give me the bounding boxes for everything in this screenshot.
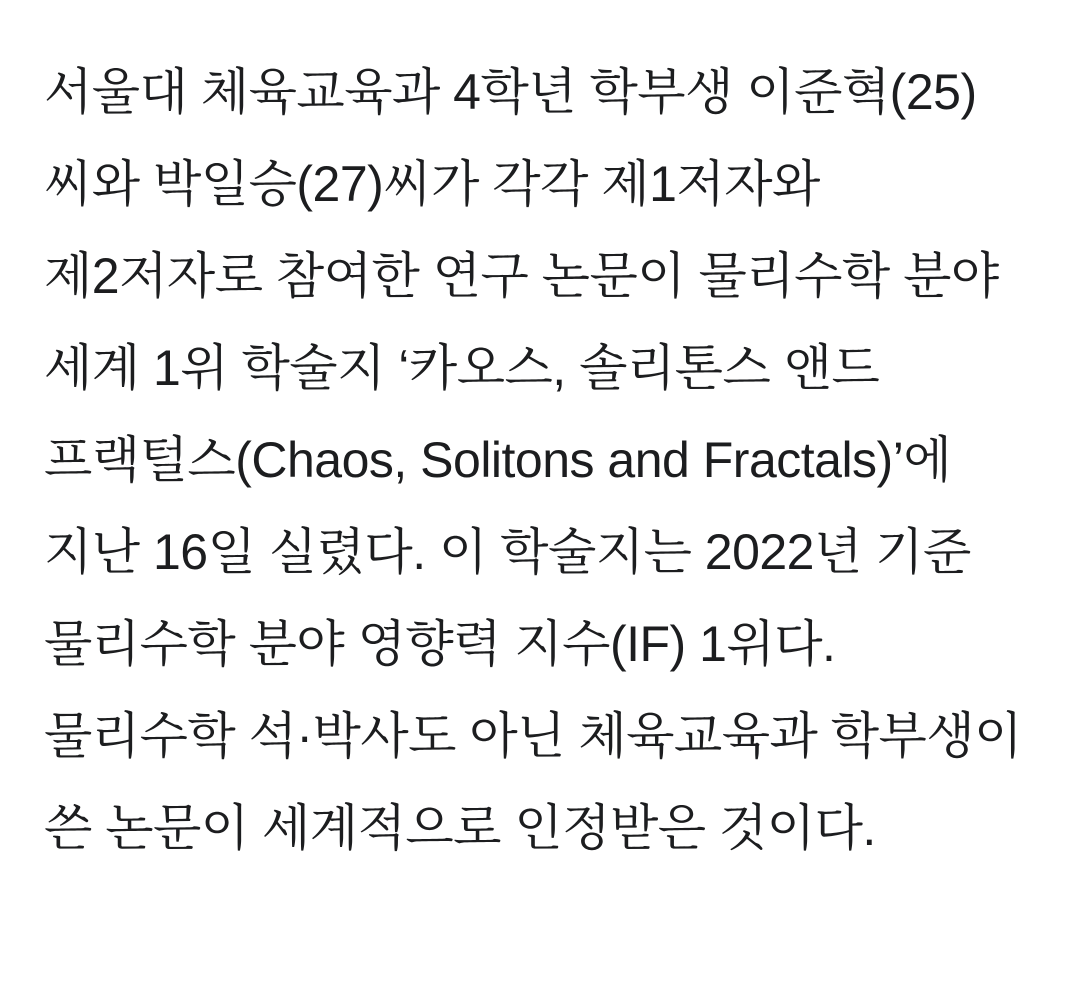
article-paragraph: 서울대 체육교육과 4학년 학부생 이준혁(25)씨와 박일승(27)씨가 각각 제1저자와 제2저자로 참여한 연구 논문이 물리수학 분야 세계 1위 학술지 ‘카오스, 솔리톤스 앤드 프랙털스(Chaos, Solitons and Fractals)’에 지난 16일 실렸다. 이 학술지는 2022년 기준 물리수학 분야 영향력 지수(IF) 1위다. 물리수학 석·박사도 아닌 체육교육과 학부생이 쓴 논문이 세계적으로 인정받은 것이다. [44, 64, 1036, 856]
